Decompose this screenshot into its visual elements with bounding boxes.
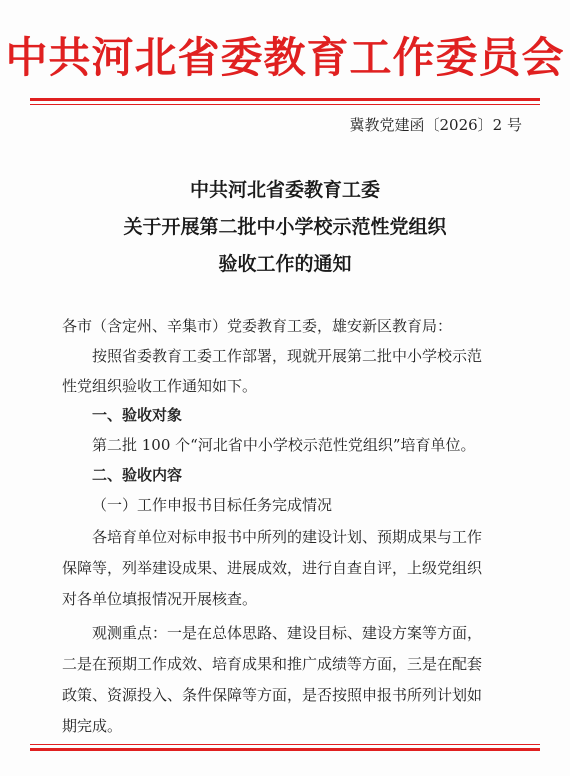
intro-line-2: 性党组织验收工作通知如下。 — [62, 377, 258, 395]
addressee: 各市（含定州、辛集市）党委教育工委，雄安新区教育局： — [62, 317, 453, 335]
para1-line-3: 对各单位填报情况开展核查。 — [62, 590, 258, 608]
section-1-heading: 一、验收对象 — [92, 406, 183, 424]
para1-line-2: 保障等，列举建设成果、进展成效，进行自查自评，上级党组织 — [62, 559, 483, 577]
masthead-red-rule-thin — [30, 104, 540, 105]
section-2-heading: 二、验收内容 — [92, 466, 183, 484]
para2-line-4: 期完成。 — [62, 717, 123, 735]
title-line-1: 中共河北省委教育工委 — [189, 179, 380, 201]
para2-line-3: 政策、资源投入、条件保障等方面，是否按照申报书所列计划如 — [62, 686, 483, 704]
para2-line-1: 观测重点：一是在总体思路、建设目标、建设方案等方面， — [92, 624, 483, 642]
section-1-text: 第二批 100 个“河北省中小学校示范性党组织”培育单位。 — [92, 436, 476, 454]
footer-red-rule-thick — [30, 748, 540, 751]
para1-line-1: 各培育单位对标申报书中所列的建设计划、预期成果与工作 — [92, 528, 483, 546]
masthead-organization: 中共河北省委教育工作委员会 — [5, 33, 565, 82]
footer-red-rule-thin — [30, 744, 540, 745]
masthead-red-rule-thick — [30, 98, 540, 101]
document-number: 冀教党建函〔2026〕2 号 — [349, 116, 522, 134]
document-title — [0, 172, 570, 283]
section-2-subheading: （一）工作申报书目标任务完成情况 — [92, 496, 333, 514]
intro-line-1: 按照省委教育工委工作部署，现就开展第二批中小学校示范 — [92, 347, 483, 365]
title-line-2: 关于开展第二批中小学校示范性党组织 — [123, 216, 447, 238]
title-line-3: 验收工作的通知 — [218, 253, 352, 275]
para2-line-2: 二是在预期工作成效、培育成果和推广成绩等方面，三是在配套 — [62, 655, 483, 673]
